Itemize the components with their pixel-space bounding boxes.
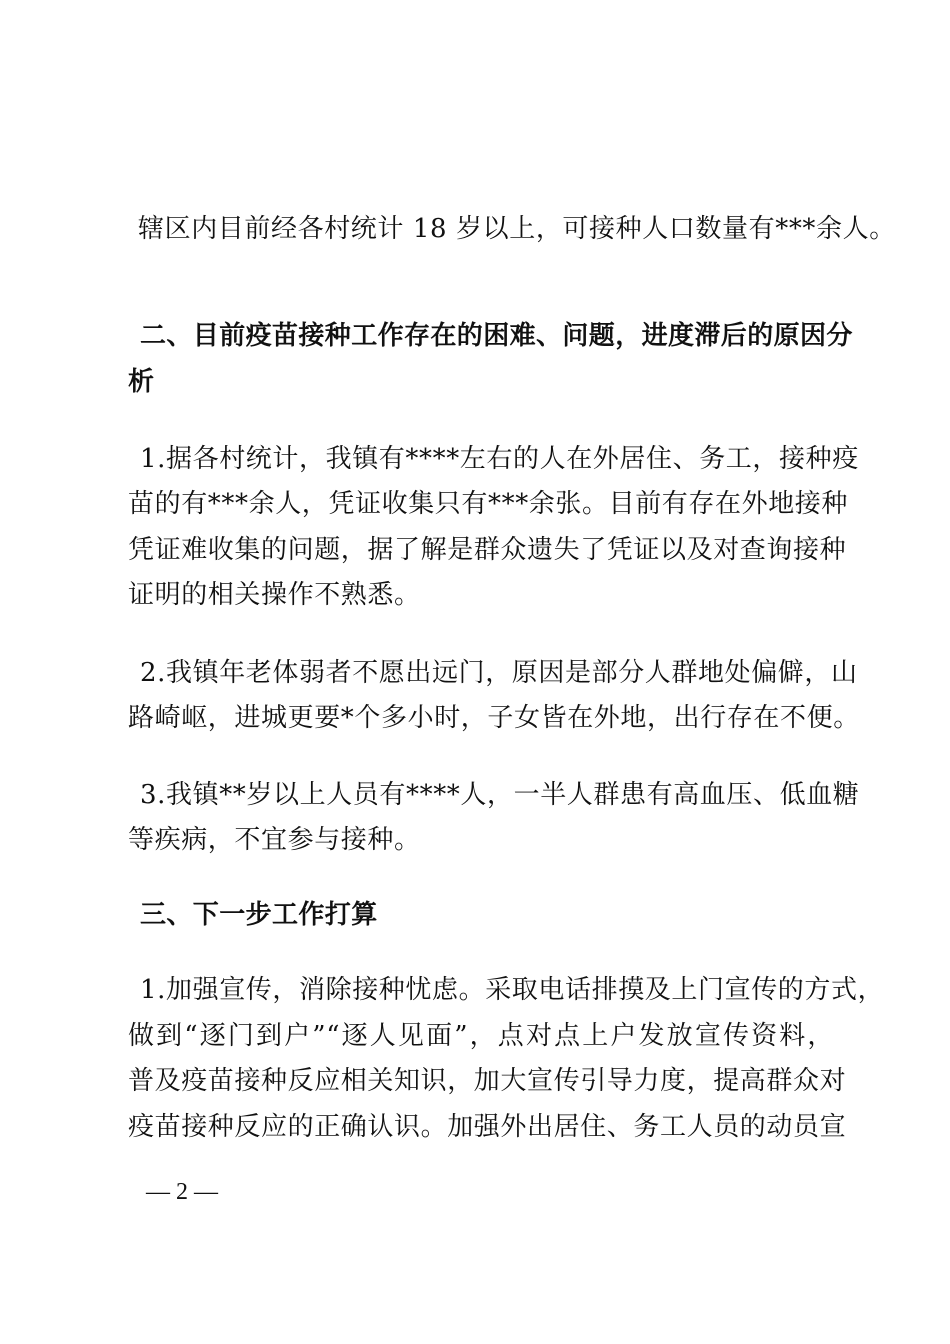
paragraph-line: 1.加强宣传，消除接种忧虑。采取电话排摸及上门宣传的方式， [140, 975, 885, 1005]
paragraph-line: 苗的有***余人，凭证收集只有***余张。目前有存在外地接种 [128, 489, 849, 519]
paragraph-line: 普及疫苗接种反应相关知识，加大宣传引导力度，提高群众对 [128, 1066, 847, 1096]
paragraph-line: 2.我镇年老体弱者不愿出远门，原因是部分人群地处偏僻，山 [140, 658, 858, 688]
paragraph-line: 证明的相关操作不熟悉。 [128, 580, 421, 610]
paragraph-line: 疫苗接种反应的正确认识。加强外出居住、务工人员的动员宣 [128, 1112, 847, 1142]
paragraph-line: 凭证难收集的问题，据了解是群众遗失了凭证以及对查询接种 [128, 535, 847, 565]
section-heading-2: 二、目前疫苗接种工作存在的困难、问题，进度滞后的原因分 [140, 321, 853, 351]
section-heading-3: 三、下一步工作打算 [140, 900, 378, 930]
paragraph-line: 1.据各村统计，我镇有****左右的人在外居住、务工，接种疫 [140, 444, 859, 474]
section-heading-2-cont: 析 [128, 367, 155, 397]
paragraph-line: 路崎岖，进城更要*个多小时，子女皆在外地，出行存在不便。 [128, 703, 860, 733]
paragraph-line: 辖区内目前经各村统计 18 岁以上，可接种人口数量有***余人。 [138, 214, 896, 244]
page-number: — 2 — [146, 1179, 218, 1205]
paragraph-line: 3.我镇**岁以上人员有****人，一半人群患有高血压、低血糖 [140, 780, 860, 810]
paragraph-line: 做到“逐门到户”“逐人见面”，点对点上户发放宣传资料， [128, 1021, 834, 1051]
paragraph-line: 等疾病，不宜参与接种。 [128, 825, 421, 855]
